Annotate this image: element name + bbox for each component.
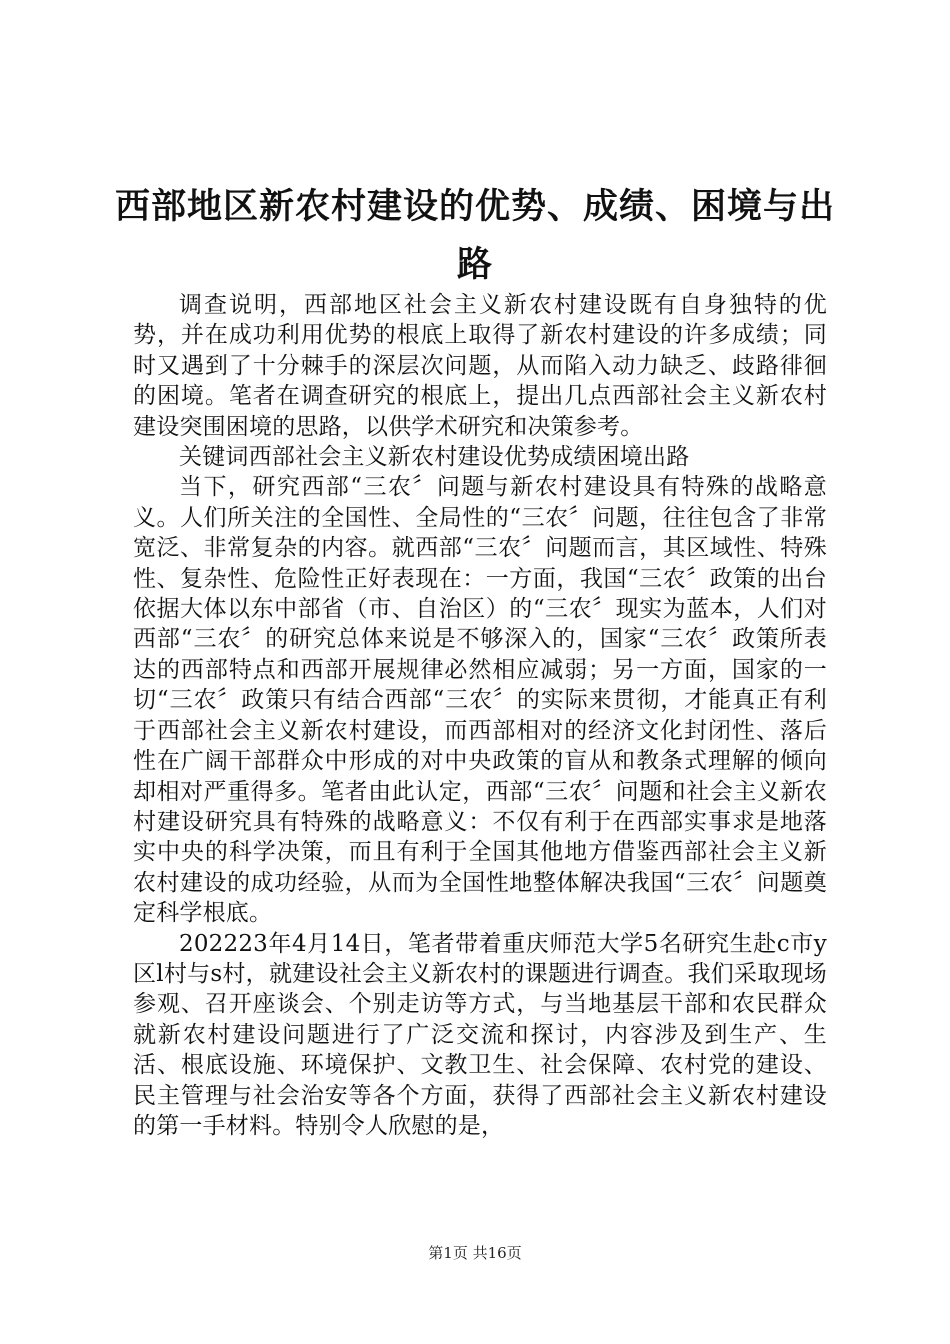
document-title: 西部地区新农村建设的优势、成绩、困境与出路 [114,186,835,285]
paragraph-keywords: 关键词西部社会主义新农村建设优势成绩困境出路 [179,444,690,471]
paragraph-survey: 202223年4月14日，笔者带着重庆师范大学5名研究生赴c市y区l村与s村，就建设社会主义新农村的课题进行调查。我们采取现场参观、召开座谈会、个别走访等方式，与当地基层干部和农民群众就新农村建设问题进行了广泛交流和探讨，内容涉及到生产、生活、根底设施、环境保护、文教卫生、社会保障、农村党的建设、民主管理与社会治安等各个方面，获得了西部社会主义新农村建设的第一手材料。特别令人欣慰的是， [133,930,827,1139]
paragraph-significance: 当下，研究西部“三农〞问题与新农村建设具有特殊的战略意义。人们所关注的全国性、全局性的“三农〞问题，往往包含了非常宽泛、非常复杂的内容。就西部“三农〞问题而言，其区域性、特殊性、复杂性、危险性正好表现在：一方面，我国“三农〞政策的出台依据大体以东中部省（市、自治区）的“三农〞现实为蓝本，人们对西部“三农〞的研究总体来说是不够深入的，国家“三农〞政策所表达的西部特点和西部开展规律必然相应减弱；另一方面，国家的一切“三农〞政策只有结合西部“三农〞的实际来贯彻，才能真正有利于西部社会主义新农村建设，而西部相对的经济文化封闭性、落后性在广阔干部群众中形成的对中央政策的盲从和教条式理解的倾向却相对严重得多。笔者由此认定，西部“三农〞问题和社会主义新农村建设研究具有特殊的战略意义：不仅有利于在西部实事求是地落实中央的科学决策，而且有利于全国其他地方借鉴西部社会主义新农村建设的成功经验，从而为全国性地整体解决我国“三农〞问题奠定科学根底。 [133,474,827,927]
page-number-footer: 第1页 共16页 [428,1244,522,1262]
paragraph-abstract: 调查说明，西部地区社会主义新农村建设既有自身独特的优势，并在成功利用优势的根底上取得了新农村建设的许多成绩；同时又遇到了十分棘手的深层次问题，从而陷入动力缺乏、歧路徘徊的困境。笔者在调查研究的根底上，提出几点西部社会主义新农村建设突围困境的思路，以供学术研究和决策参考。 [133,292,827,440]
document-body [133,290,827,1141]
